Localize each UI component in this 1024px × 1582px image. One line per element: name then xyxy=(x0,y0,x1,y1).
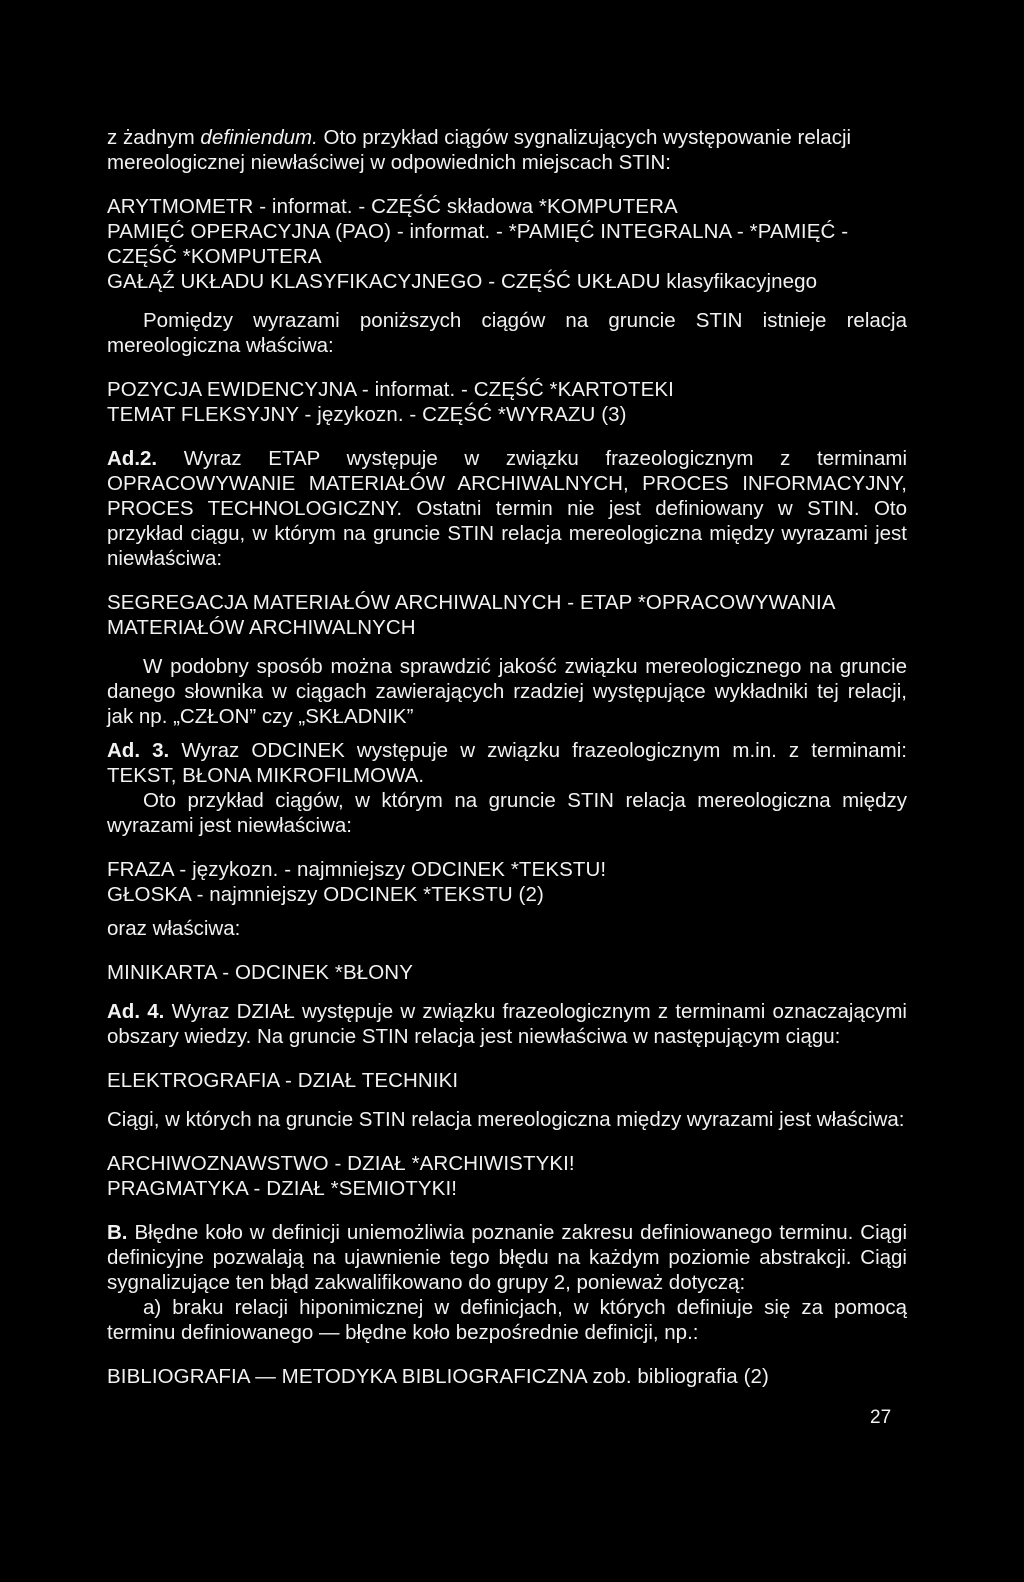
intro-italic-term: definiendum. xyxy=(200,126,318,149)
page-number: 27 xyxy=(870,1407,892,1428)
example-block-5 xyxy=(107,960,907,985)
paragraph-b xyxy=(107,1220,907,1295)
ad3-text: Wyraz ODCINEK występuje w związku frazeologicznym m.in. z terminami: TEKST, BŁONA MIKROFILMOWA. xyxy=(107,739,907,787)
example-line: ARCHIWOZNAWSTWO - DZIAŁ *ARCHIWISTYKI! xyxy=(107,1152,575,1175)
paragraph-mereological-proper: Pomiędzy wyrazami poniższych ciągów na gruncie STIN istnieje relacja mereologiczna właściwa: xyxy=(107,309,907,357)
example-line: PRAGMATYKA - DZIAŁ *SEMIOTYKI! xyxy=(107,1177,458,1200)
intro-text-c: mereologicznej niewłaściwej w odpowiednich miejscach STIN: xyxy=(107,151,671,174)
ad3-label: Ad. 3. xyxy=(107,739,170,762)
example-block-3 xyxy=(107,590,907,640)
intro-text-a: z żadnym xyxy=(107,126,201,149)
example-block-1 xyxy=(107,194,907,294)
example-line: SEGREGACJA MATERIAŁÓW ARCHIWALNYCH - ETAP *OPRACOWYWANIA xyxy=(107,591,836,614)
paragraph-intro xyxy=(107,125,907,175)
paragraph-similar-method: W podobny sposób można sprawdzić jakość związku mereologicznego na gruncie danego słownika w ciągach zawierających rzadziej występujące wykładniki tej relacji, jak np. „CZŁON” czy „SKŁADNIK” xyxy=(107,655,907,728)
page-content xyxy=(107,125,907,1389)
example-line: POZYCJA EWIDENCYJNA - informat. - CZĘŚĆ *KARTOTEKI xyxy=(107,378,674,401)
example-line: CZĘŚĆ *KOMPUTERA xyxy=(107,245,322,268)
b-text: Błędne koło w definicji uniemożliwia poznanie zakresu definiowanego terminu. Ciągi definicyjne pozwalają na ujawnienie tego błędu na każdym poziomie abstrakcji. Ciągi sygnalizujące ten błąd zakwalifikowano do grupy 2, ponieważ dotyczą: xyxy=(107,1221,907,1294)
example-block-6 xyxy=(107,1068,907,1093)
paragraph-ad2 xyxy=(107,446,907,571)
example-line: PAMIĘĆ OPERACYJNA (PAO) - informat. - *PAMIĘĆ INTEGRALNA - *PAMIĘĆ - xyxy=(107,220,849,243)
paragraph-proper: oraz właściwa: xyxy=(107,917,241,940)
example-line: ELEKTROGRAFIA - DZIAŁ TECHNIKI xyxy=(107,1069,459,1092)
example-block-7 xyxy=(107,1151,907,1201)
intro-text-b: Oto przykład ciągów sygnalizujących występowanie relacji xyxy=(317,126,852,149)
example-line: TEMAT FLEKSYJNY - językozn. - CZĘŚĆ *WYRAZU (3) xyxy=(107,403,627,426)
ad2-label: Ad.2. xyxy=(107,447,158,470)
example-block-8 xyxy=(107,1364,907,1389)
ad4-label: Ad. 4. xyxy=(107,1000,165,1023)
example-line: MINIKARTA - ODCINEK *BŁONY xyxy=(107,961,413,984)
example-line: FRAZA - językozn. - najmniejszy ODCINEK *TEKSTU! xyxy=(107,858,607,881)
example-line: GŁOSKA - najmniejszy ODCINEK *TEKSTU (2) xyxy=(107,883,544,906)
example-block-2 xyxy=(107,377,907,427)
example-line: GAŁĄŹ UKŁADU KLASYFIKACYJNEGO - CZĘŚĆ UKŁADU klasyfikacyjnego xyxy=(107,270,818,293)
paragraph-ad3 xyxy=(107,738,907,788)
paragraph-ad4 xyxy=(107,999,907,1049)
example-block-4 xyxy=(107,857,907,907)
paragraph-example-intro: Oto przykład ciągów, w którym na gruncie STIN relacja mereologiczna między wyrazami jest niewłaściwa: xyxy=(107,789,907,837)
ad2-text: Wyraz ETAP występuje w związku frazeologicznym z terminami OPRACOWYWANIE MATERIAŁÓW ARCHIWALNYCH, PROCES INFORMACYJNY, PROCES TECHNOLOGICZNY. Ostatni termin nie jest definiowany w STIN. Oto przykład ciągu, w którym na gruncie STIN relacja mereologiczna między wyrazami jest niewłaściwa: xyxy=(107,447,907,570)
paragraph-proper-sequences: Ciągi, w których na gruncie STIN relacja mereologiczna między wyrazami jest właściwa: xyxy=(107,1108,905,1131)
ad4-text: Wyraz DZIAŁ występuje w związku frazeologicznym z terminami oznaczającymi obszary wiedzy. Na gruncie STIN relacja jest niewłaściwa w następującym ciągu: xyxy=(107,1000,907,1048)
list-item-a: a) braku relacji hiponimicznej w definicjach, w których definiuje się za pomocą terminu definiowanego — błędne koło bezpośrednie definicji, np.: xyxy=(107,1296,907,1344)
example-line: BIBLIOGRAFIA — METODYKA BIBLIOGRAFICZNA zob. bibliografia (2) xyxy=(107,1365,769,1388)
b-label: B. xyxy=(107,1221,128,1244)
example-line: MATERIAŁÓW ARCHIWALNYCH xyxy=(107,616,416,639)
example-line: ARYTMOMETR - informat. - CZĘŚĆ składowa *KOMPUTERA xyxy=(107,195,678,218)
